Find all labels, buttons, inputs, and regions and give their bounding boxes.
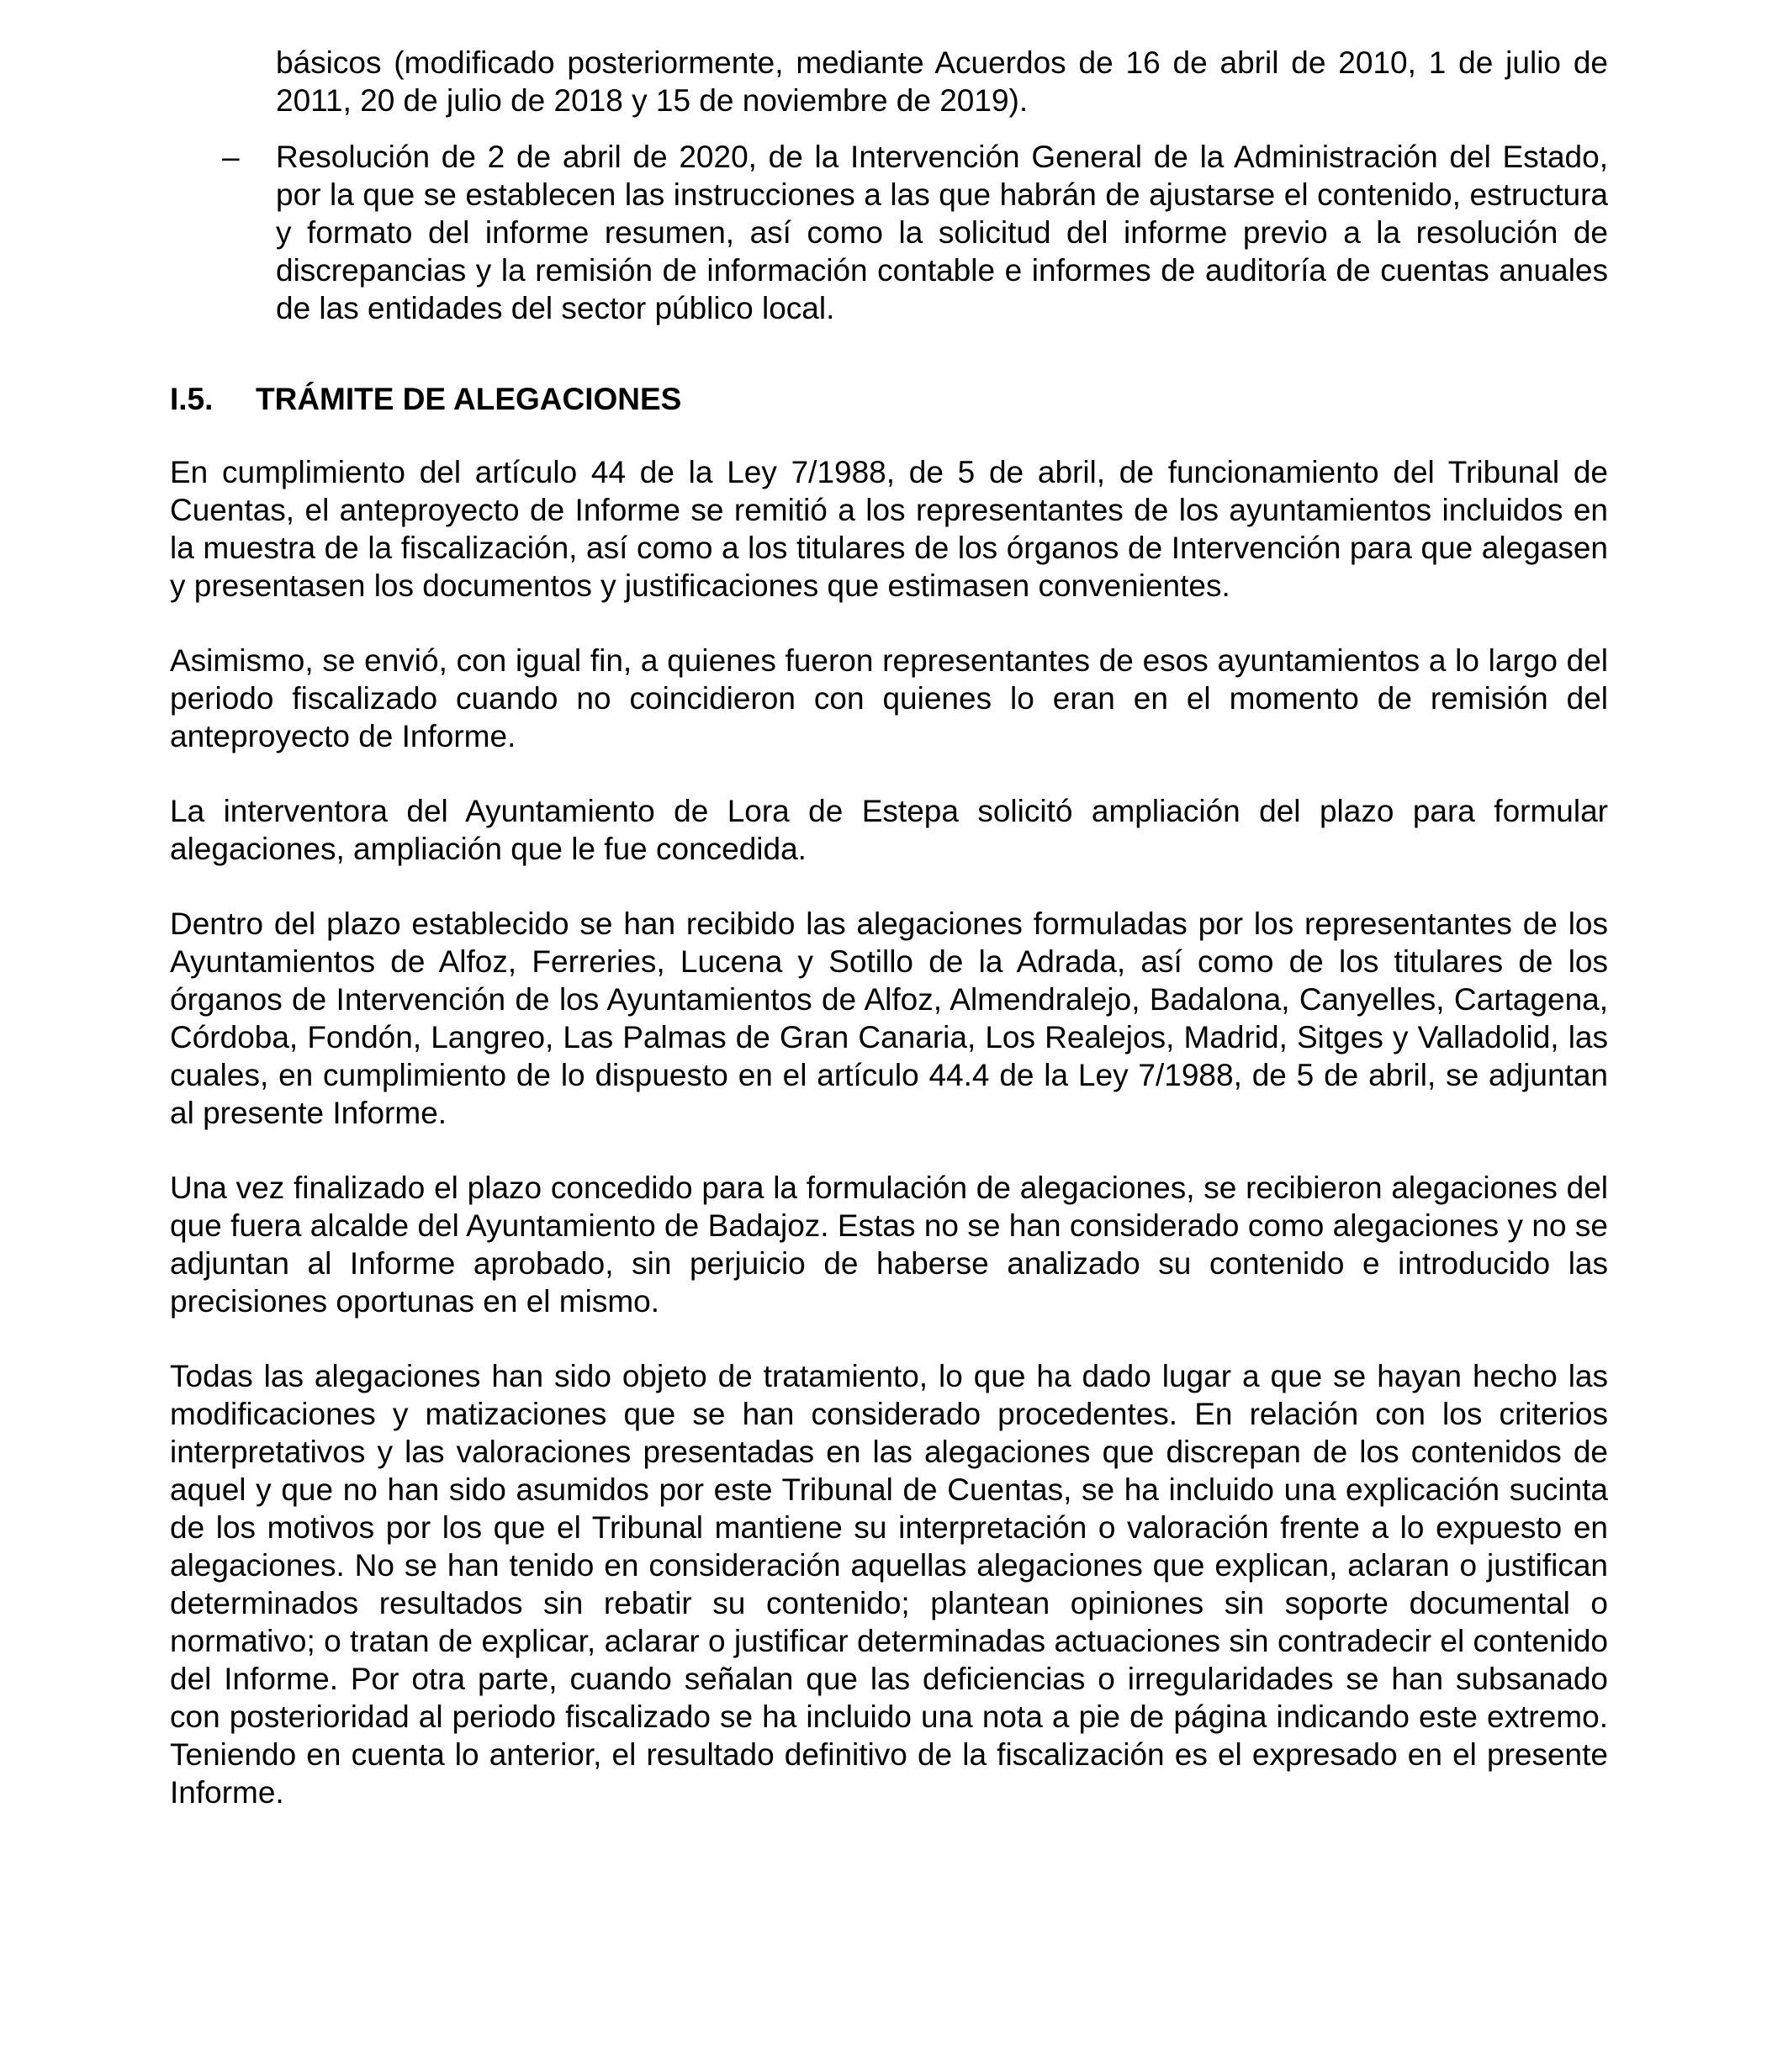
paragraph-6: Todas las alegaciones han sido objeto de tratamiento, lo que ha dado lugar a que se hayan hecho las modificaciones y matizaciones que se han considerado procedentes. En relación con los criterios interpretativos y las valoraciones presentadas en las alegaciones que discrepan de los contenidos de aquel y que no han sido asumidos por este Tribunal de Cuentas, se ha incluido una explicación sucinta de los motivos por los que el Tribunal mantiene su interpretación o valoración frente a lo expuesto en alegaciones. No se han tenido en consideración aquellas alegaciones que explican, aclaran o justifican determinados resultados sin rebatir su contenido; plantean opiniones sin soporte documental o normativo; o tratan de explicar, aclarar o justificar determinadas actuaciones sin contradecir el contenido del Informe. Por otra parte, cuando señalan que las deficiencias o irregularidades se han subsanado con posterioridad al periodo fiscalizado se ha incluido una nota a pie de página indicando este extremo. Teniendo en cuenta lo anterior, el resultado definitivo de la fiscalización es el expresado en el presente Informe. xyxy=(170,1359,1608,1810)
bullet-marker: – xyxy=(222,140,240,174)
paragraph-4: Dentro del plazo establecido se han recibido las alegaciones formuladas por los representantes de los Ayuntamientos de Alfoz, Ferreries, Lucena y Sotillo de la Adrada, así como de los titulares de los órganos de Intervención de los Ayuntamientos de Alfoz, Almendralejo, Badalona, Canyelles, Cartagena, Córdoba, Fondón, Langreo, Las Palmas de Gran Canaria, Los Realejos, Madrid, Sitges y Valladolid, las cuales, en cumplimiento de lo dispuesto en el artículo 44.4 de la Ley 7/1988, de 5 de abril, se adjuntan al presente Informe. xyxy=(170,906,1608,1130)
bullet-text: Resolución de 2 de abril de 2020, de la Intervención General de la Administración del Estado, por la que se establecen las instrucciones a las que habrán de ajustarse el contenido, estructura y formato del informe resumen, así como la solicitud del informe previo a la resolución de discrepancias y la remisión de información contable e informes de auditoría de cuentas anuales de las entidades del sector público local. xyxy=(276,140,1608,325)
paragraph-5: Una vez finalizado el plazo concedido para la formulación de alegaciones, se recibieron alegaciones del que fuera alcalde del Ayuntamiento de Badajoz. Estas no se han considerado como alegaciones y no se adjuntan al Informe aprobado, sin perjuicio de haberse analizado su contenido e introducido las precisiones oportunas en el mismo. xyxy=(170,1171,1608,1319)
section-number: I.5. xyxy=(170,382,214,416)
continuation-text: básicos (modificado posteriormente, mediante Acuerdos de 16 de abril de 2010, 1 de julio de 2011, 20 de julio de 2018 y 15 de noviembre de 2019). xyxy=(276,45,1608,118)
paragraph-2: Asimismo, se envió, con igual fin, a quienes fueron representantes de esos ayuntamientos a lo largo del periodo fiscalizado cuando no coincidieron con quienes lo eran en el momento de remisión del anteproyecto de Informe. xyxy=(170,643,1608,753)
bullet-item xyxy=(222,138,1608,327)
paragraph-1: En cumplimiento del artículo 44 de la Ley 7/1988, de 5 de abril, de funcionamiento del Tribunal de Cuentas, el anteproyecto de Informe se remitió a los representantes de los ayuntamientos incluidos en la muestra de la fiscalización, así como a los titulares de los órganos de Intervención para que alegasen y presentasen los documentos y justificaciones que estimasen convenientes. xyxy=(170,455,1608,603)
section-heading xyxy=(170,380,1608,418)
section-title: TRÁMITE DE ALEGACIONES xyxy=(256,382,682,416)
paragraph-3: La interventora del Ayuntamiento de Lora de Estepa solicitó ampliación del plazo para formular alegaciones, ampliación que le fue concedida. xyxy=(170,794,1608,866)
document-page xyxy=(170,44,1608,1811)
